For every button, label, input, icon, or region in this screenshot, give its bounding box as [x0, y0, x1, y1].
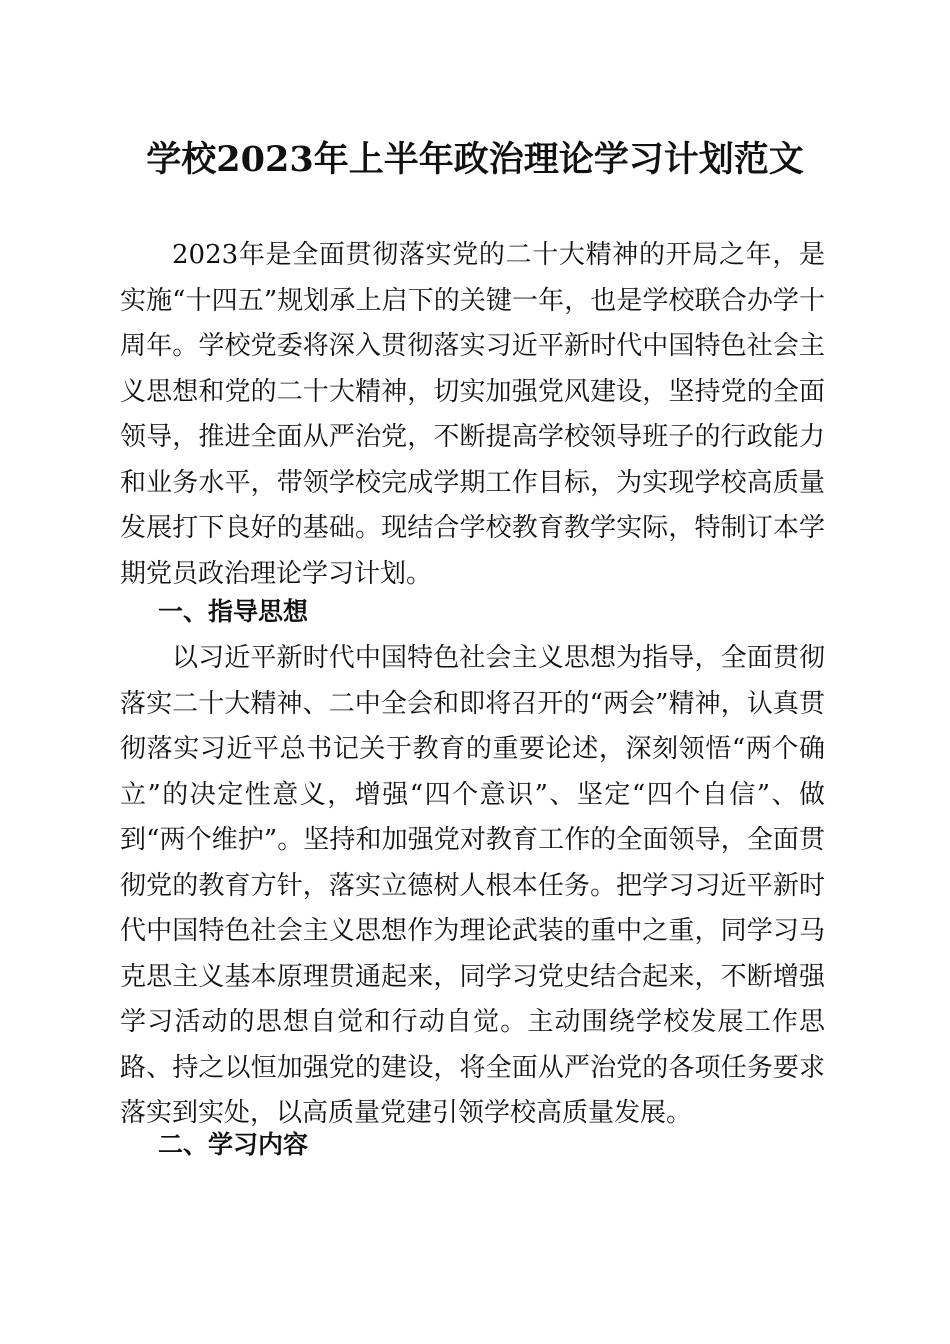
guiding-ideology-paragraph: 以习近平新时代中国特色社会主义思想为指导，全面贯彻落实二十大精神、二中全会和即将召开的“两会”精神，认真贯彻落实习近平总书记关于教育的重要论述，深刻领悟“两个确立”的决定性意义，增强“四个意识”、坚定“四个自信”、做到“两个维护”。坚持和加强党对教育工作的全面领导，全面贯彻党的教育方针，落实立德树人根本任务。把学习习近平新时代中国特色社会主义思想作为理论武装的重中之重，同学习马克思主义基本原理贯通起来，同学习党史结合起来，不断增强学习活动的思想自觉和行动自觉。主动围绕学校发展工作思路、持之以恒加强党的建设，将全面从严治党的各项任务要求落实到实处，以高质量党建引领学校高质量发展。: [120, 643, 825, 1128]
section-heading-study-content: 二、学习内容: [158, 1130, 309, 1159]
document-title: 学校2023年上半年政治理论学习计划范文: [146, 139, 804, 180]
intro-paragraph: 2023年是全面贯彻落实党的二十大精神的开局之年，是实施“十四五”规划承上启下的关键一年，也是学校联合办学十周年。学校党委将深入贯彻落实习近平新时代中国特色社会主义思想和党的二十大精神，切实加强党风建设，坚持党的全面领导，推进全面从严治党，不断提高学校领导班子的行政能力和业务水平，带领学校完成学期工作目标，为实现学校高质量发展打下良好的基础。现结合学校教育教学实际，特制订本学期党员政治理论学习计划。: [120, 240, 825, 589]
section-heading-guiding-ideology: 一、指导思想: [158, 597, 309, 626]
